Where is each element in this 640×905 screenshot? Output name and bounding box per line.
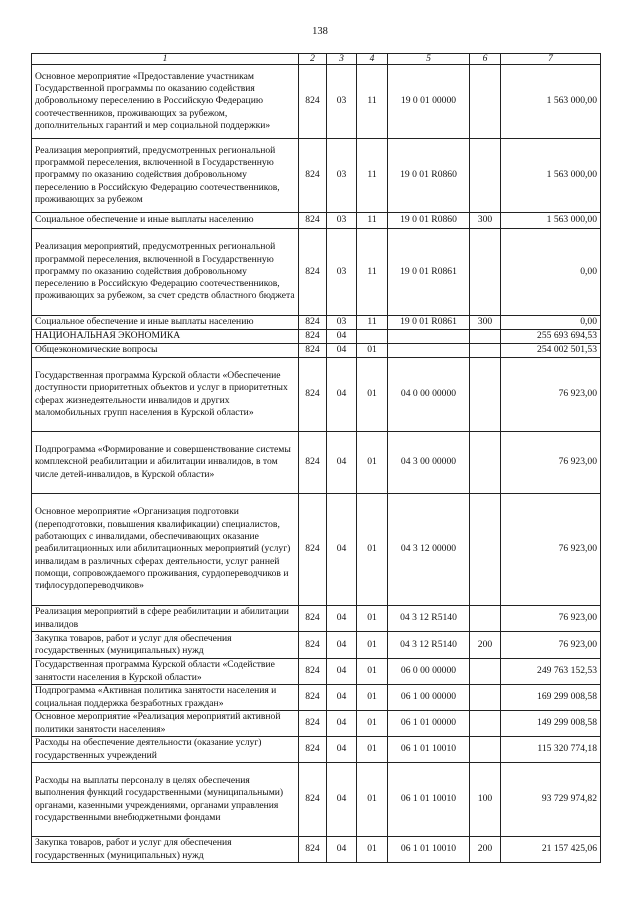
row-subsection-code: 01 (357, 737, 388, 763)
row-name: НАЦИОНАЛЬНАЯ ЭКОНОМИКА (32, 330, 299, 344)
row-ministry-code: 824 (299, 316, 327, 330)
row-subsection-code: 01 (357, 606, 388, 632)
row-target-code: 04 3 12 R5140 (388, 632, 470, 659)
row-ministry-code: 824 (299, 358, 327, 432)
row-expense-type (470, 65, 501, 139)
row-section-code: 04 (327, 659, 357, 685)
row-target-code: 04 3 12 R5140 (388, 606, 470, 632)
row-amount: 93 729 974,82 (501, 763, 601, 837)
row-ministry-code: 824 (299, 213, 327, 229)
table-row (32, 737, 601, 763)
row-ministry-code: 824 (299, 229, 327, 316)
row-section-code: 04 (327, 358, 357, 432)
table-row (32, 606, 601, 632)
row-subsection-code: 01 (357, 358, 388, 432)
row-ministry-code: 824 (299, 659, 327, 685)
table-row (32, 358, 601, 432)
row-ministry-code: 824 (299, 139, 327, 213)
row-subsection-code: 11 (357, 316, 388, 330)
row-subsection-code: 11 (357, 213, 388, 229)
row-subsection-code: 01 (357, 432, 388, 494)
row-target-code: 06 1 01 10010 (388, 737, 470, 763)
row-target-code: 06 1 01 10010 (388, 763, 470, 837)
row-amount: 254 002 501,53 (501, 344, 601, 358)
row-target-code: 06 1 01 10010 (388, 837, 470, 863)
row-name: Подпрограмма «Активная политика занятости населения и социальная поддержка безработных граждан» (32, 685, 299, 711)
row-subsection-code: 01 (357, 763, 388, 837)
row-ministry-code: 824 (299, 494, 327, 606)
row-expense-type (470, 711, 501, 737)
row-name: Закупка товаров, работ и услуг для обеспечения государственных (муниципальных) нужд (32, 632, 299, 659)
row-name: Реализация мероприятий в сфере реабилитации и абилитации инвалидов (32, 606, 299, 632)
row-expense-type: 100 (470, 763, 501, 837)
row-amount: 0,00 (501, 229, 601, 316)
row-amount: 169 299 008,58 (501, 685, 601, 711)
row-name: Основное мероприятие «Реализация мероприятий активной политики занятости населения» (32, 711, 299, 737)
row-expense-type: 200 (470, 837, 501, 863)
row-target-code (388, 344, 470, 358)
row-amount: 21 157 425,06 (501, 837, 601, 863)
header-col-7: 7 (501, 54, 601, 65)
row-section-code: 03 (327, 229, 357, 316)
row-target-code: 19 0 01 R0861 (388, 229, 470, 316)
table-row (32, 213, 601, 229)
row-target-code (388, 330, 470, 344)
row-section-code: 04 (327, 711, 357, 737)
table-row (32, 344, 601, 358)
row-target-code: 19 0 01 00000 (388, 65, 470, 139)
row-expense-type (470, 432, 501, 494)
table-row (32, 432, 601, 494)
row-name: Социальное обеспечение и иные выплаты населению (32, 213, 299, 229)
row-section-code: 04 (327, 494, 357, 606)
table-row (32, 659, 601, 685)
row-subsection-code: 01 (357, 711, 388, 737)
row-section-code: 04 (327, 632, 357, 659)
page-number: 138 (312, 26, 328, 37)
row-subsection-code: 11 (357, 229, 388, 316)
row-subsection-code: 01 (357, 632, 388, 659)
row-target-code: 06 0 00 00000 (388, 659, 470, 685)
row-section-code: 03 (327, 316, 357, 330)
table-row (32, 330, 601, 344)
row-ministry-code: 824 (299, 837, 327, 863)
row-subsection-code: 01 (357, 837, 388, 863)
row-target-code: 04 3 12 00000 (388, 494, 470, 606)
row-amount: 76 923,00 (501, 358, 601, 432)
table-row (32, 837, 601, 863)
row-subsection-code: 11 (357, 65, 388, 139)
row-section-code: 04 (327, 606, 357, 632)
header-col-5: 5 (388, 54, 470, 65)
row-name: Реализация мероприятий, предусмотренных региональной программой переселения, включенной в Государственную программу по оказанию содействия добровольному переселению в Российскую Федерацию соотечественников, проживающих за рубежом, за счет средств областного бюджета (32, 229, 299, 316)
row-ministry-code: 824 (299, 344, 327, 358)
row-name: Подпрограмма «Формирование и совершенствование системы комплексной реабилитации и абилитации инвалидов, в том числе детей-инвалидов, в Курской области» (32, 432, 299, 494)
row-target-code: 06 1 01 00000 (388, 711, 470, 737)
row-subsection-code: 01 (357, 685, 388, 711)
table-row (32, 316, 601, 330)
row-expense-type (470, 358, 501, 432)
row-name: Закупка товаров, работ и услуг для обеспечения государственных (муниципальных) нужд (32, 837, 299, 863)
row-section-code: 03 (327, 65, 357, 139)
row-amount: 255 693 694,53 (501, 330, 601, 344)
row-ministry-code: 824 (299, 330, 327, 344)
row-expense-type (470, 139, 501, 213)
row-amount: 149 299 008,58 (501, 711, 601, 737)
table-row (32, 685, 601, 711)
row-amount: 76 923,00 (501, 494, 601, 606)
row-amount: 76 923,00 (501, 606, 601, 632)
row-expense-type: 300 (470, 316, 501, 330)
row-name: Реализация мероприятий, предусмотренных региональной программой переселения, включенной в Государственную программу по оказанию содействия добровольному переселению в Российскую Федерацию соотечественников, проживающих за рубежом (32, 139, 299, 213)
row-subsection-code: 01 (357, 659, 388, 685)
row-expense-type: 300 (470, 213, 501, 229)
row-amount: 76 923,00 (501, 632, 601, 659)
row-target-code: 04 0 00 00000 (388, 358, 470, 432)
row-name: Основное мероприятие «Предоставление участникам Государственной программы по оказанию содействия добровольному переселению в Российскую Федерацию соотечественников, проживающих за рубежом, дополнительных гарантий и мер социальной поддержки» (32, 65, 299, 139)
header-row (32, 54, 601, 65)
row-target-code: 19 0 01 R0860 (388, 213, 470, 229)
row-name: Государственная программа Курской области «Обеспечение доступности приоритетных объектов и услуг в приоритетных сферах жизнедеятельности инвалидов и других маломобильных групп населения в Курской области» (32, 358, 299, 432)
row-expense-type (470, 494, 501, 606)
table-row (32, 494, 601, 606)
row-name: Государственная программа Курской области «Содействие занятости населения в Курской области» (32, 659, 299, 685)
row-section-code: 04 (327, 763, 357, 837)
row-ministry-code: 824 (299, 711, 327, 737)
header-col-3: 3 (327, 54, 357, 65)
row-section-code: 04 (327, 837, 357, 863)
row-amount: 115 320 774,18 (501, 737, 601, 763)
row-expense-type (470, 737, 501, 763)
row-section-code: 04 (327, 685, 357, 711)
row-section-code: 04 (327, 737, 357, 763)
row-section-code: 04 (327, 344, 357, 358)
table-row (32, 632, 601, 659)
row-amount: 1 563 000,00 (501, 213, 601, 229)
header-col-4: 4 (357, 54, 388, 65)
row-target-code: 04 3 00 00000 (388, 432, 470, 494)
table-row (32, 711, 601, 737)
header-col-2: 2 (299, 54, 327, 65)
row-expense-type (470, 685, 501, 711)
row-subsection-code (357, 330, 388, 344)
row-target-code: 06 1 00 00000 (388, 685, 470, 711)
row-amount: 76 923,00 (501, 432, 601, 494)
header-col-1: 1 (32, 54, 299, 65)
row-target-code: 19 0 01 R0860 (388, 139, 470, 213)
row-ministry-code: 824 (299, 763, 327, 837)
row-expense-type (470, 344, 501, 358)
row-ministry-code: 824 (299, 737, 327, 763)
row-ministry-code: 824 (299, 632, 327, 659)
table-row (32, 763, 601, 837)
row-name: Расходы на выплаты персоналу в целях обеспечения выполнения функций государственными (муниципальными) органами, казенными учреждениями, органами управления государственными внебюджетными фондами (32, 763, 299, 837)
row-ministry-code: 824 (299, 685, 327, 711)
row-amount: 1 563 000,00 (501, 65, 601, 139)
table-row (32, 229, 601, 316)
budget-table (31, 53, 601, 863)
row-ministry-code: 824 (299, 606, 327, 632)
row-target-code: 19 0 01 R0861 (388, 316, 470, 330)
row-expense-type (470, 659, 501, 685)
row-amount: 249 763 152,53 (501, 659, 601, 685)
row-section-code: 04 (327, 432, 357, 494)
row-name: Общеэкономические вопросы (32, 344, 299, 358)
row-amount: 0,00 (501, 316, 601, 330)
row-section-code: 04 (327, 330, 357, 344)
header-col-6: 6 (470, 54, 501, 65)
table-row (32, 65, 601, 139)
row-subsection-code: 11 (357, 139, 388, 213)
row-expense-type (470, 229, 501, 316)
row-expense-type (470, 606, 501, 632)
table-row (32, 139, 601, 213)
row-subsection-code: 01 (357, 344, 388, 358)
row-expense-type (470, 330, 501, 344)
row-expense-type: 200 (470, 632, 501, 659)
row-name: Расходы на обеспечение деятельности (оказание услуг) государственных учреждений (32, 737, 299, 763)
row-amount: 1 563 000,00 (501, 139, 601, 213)
row-subsection-code: 01 (357, 494, 388, 606)
row-name: Социальное обеспечение и иные выплаты населению (32, 316, 299, 330)
row-ministry-code: 824 (299, 65, 327, 139)
row-section-code: 03 (327, 213, 357, 229)
row-name: Основное мероприятие «Организация подготовки (переподготовки, повышения квалификации) специалистов, работающих с инвалидами, обеспечивающих оказание реабилитационных или абилитационных мероприятий (услуг) инвалидам в различных сферах деятельности, услуг ранней помощи, сопровождаемого проживания, сурдопереводчиков и тифлосурдопереводчиков» (32, 494, 299, 606)
row-ministry-code: 824 (299, 432, 327, 494)
row-section-code: 03 (327, 139, 357, 213)
